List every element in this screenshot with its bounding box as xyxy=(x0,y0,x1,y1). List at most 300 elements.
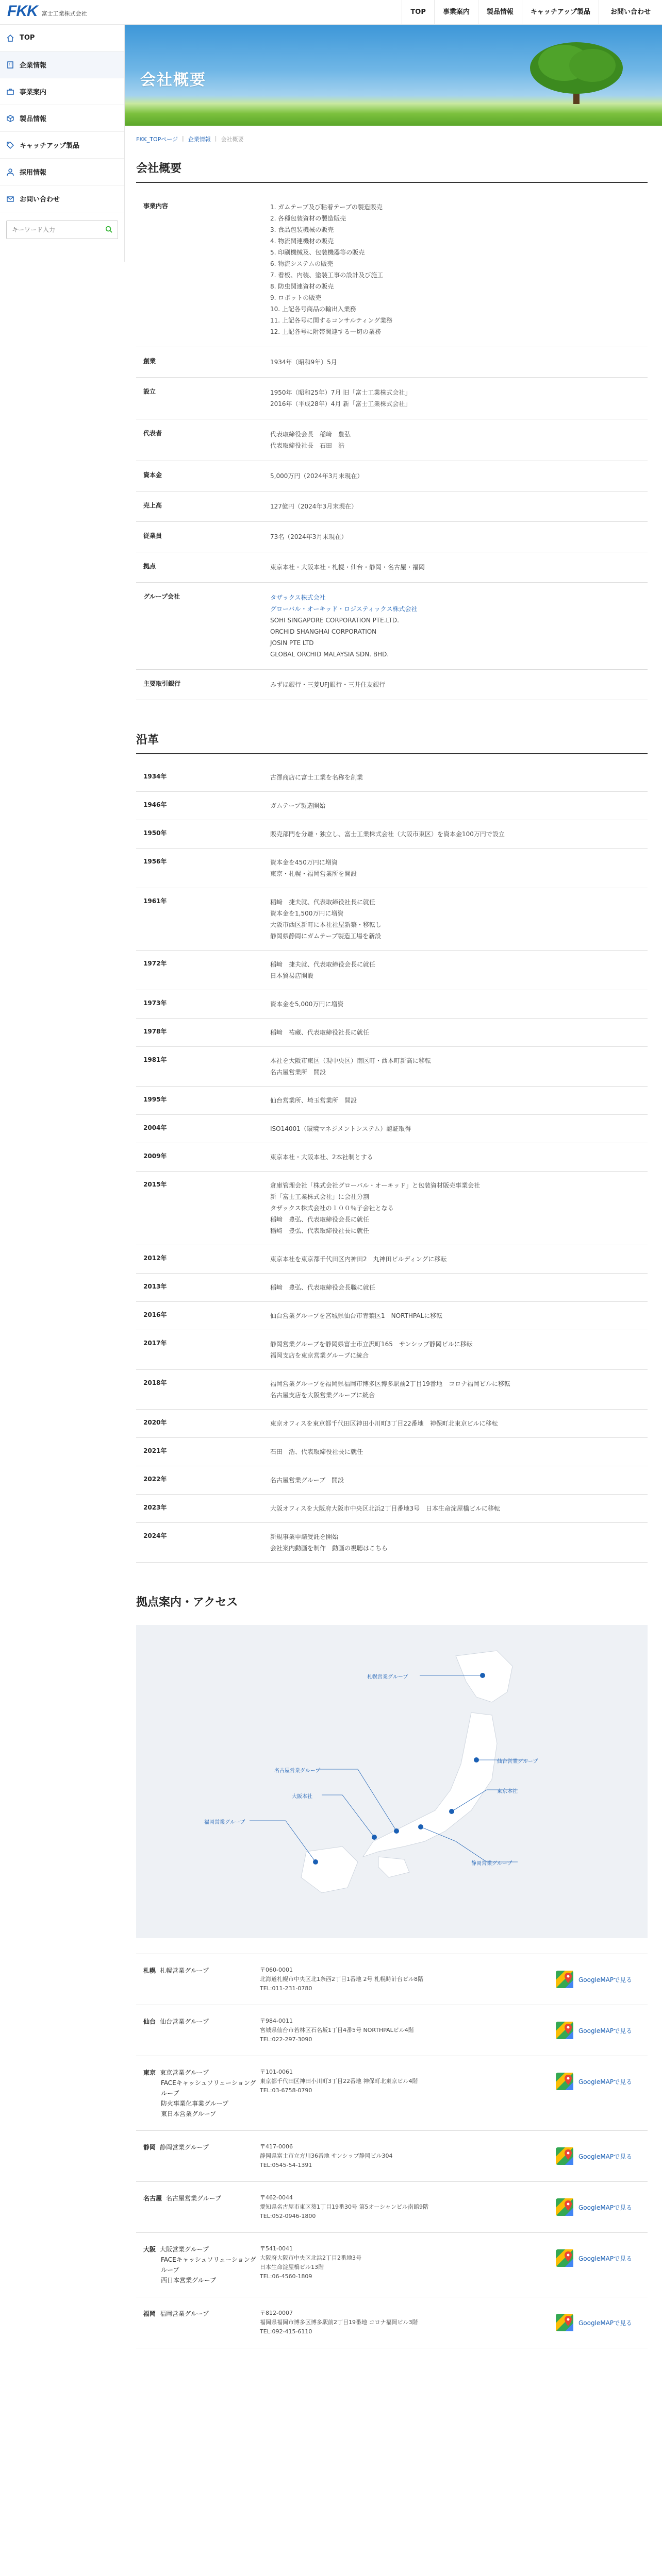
tree-illustration xyxy=(523,37,631,109)
site-logo[interactable] xyxy=(7,4,87,19)
history-line: ISO14001（環境マネジメントシステム）認証取得 xyxy=(270,1125,411,1132)
office-row xyxy=(136,1954,648,2005)
office-address-line: 宮城県仙台市若林区石名坂1丁目4番5号 NORTHPALビル4階 xyxy=(260,2027,414,2033)
history-year: 2009年 xyxy=(143,1153,167,1160)
history-year: 2023年 xyxy=(143,1504,167,1511)
history-row xyxy=(136,1410,648,1438)
hero-banner xyxy=(125,25,662,126)
breadcrumb-company[interactable]: 企業情報 xyxy=(188,136,211,143)
overview-line: 6. 物流システムの販売 xyxy=(270,260,334,267)
history-line: 仙台営業グループを宮城県仙台市青葉区1 NORTHPALに移転 xyxy=(270,1312,443,1319)
gnav-business[interactable]: 事業案内 xyxy=(434,0,478,25)
briefcase-icon xyxy=(6,88,14,96)
history-row xyxy=(136,792,648,820)
overview-line: 7. 看板、内装、塗装工事の設計及び施工 xyxy=(270,272,384,279)
google-map-icon xyxy=(555,2197,574,2217)
history-row xyxy=(136,820,648,849)
office-name xyxy=(136,2067,260,2119)
history-line: 販売部門を分離・独立し、富士工業株式会社（大阪市東区）を資本金100万円で設立 xyxy=(270,831,505,838)
history-text xyxy=(270,1475,648,1486)
sidebar-item-business[interactable] xyxy=(0,78,124,105)
map-label-sendai[interactable]: 仙台営業グループ xyxy=(497,1759,538,1765)
history-row xyxy=(136,1370,648,1410)
history-text xyxy=(270,1503,648,1514)
overview-line: SOHI SINGAPORE CORPORATION PTE.LTD. xyxy=(270,617,399,624)
history-row xyxy=(136,951,648,990)
history-text xyxy=(270,1446,648,1458)
office-address-line: 〒462-0044 xyxy=(260,2194,293,2201)
office-address-line: TEL:011-231-0780 xyxy=(260,1985,312,1992)
office-subgroup: FACEキャッシュソリューショングループ xyxy=(161,2256,256,2274)
office-address-line: 〒541-0041 xyxy=(260,2245,293,2252)
map-label-nagoya[interactable]: 名古屋営業グループ xyxy=(274,1768,321,1774)
overview-line: 2. 各種包装資材の製造販売 xyxy=(270,215,346,222)
history-line: 資本金を1,500万円に増資 xyxy=(270,910,344,917)
history-year: 1934年 xyxy=(143,773,167,780)
office-address xyxy=(260,2142,555,2170)
overview-value xyxy=(270,501,648,512)
overview-row xyxy=(136,419,648,461)
office-address-line: TEL:052-0946-1800 xyxy=(260,2213,316,2219)
history-year: 2016年 xyxy=(143,1311,167,1318)
history-year: 1981年 xyxy=(143,1056,167,1063)
overview-line: 5,000万円（2024年3月末現在） xyxy=(270,472,363,480)
overview-line: 8. 防虫関連資材の販売 xyxy=(270,283,334,290)
history-table xyxy=(136,764,648,1563)
office-address-line: 〒060-0001 xyxy=(260,1967,293,1973)
overview-line: JOSIN PTE LTD xyxy=(270,639,314,647)
office-city: 東京 xyxy=(143,2069,156,2076)
overview-table xyxy=(136,192,648,700)
office-address-line: 〒984-0011 xyxy=(260,2018,293,2024)
sidebar-item-catchup[interactable] xyxy=(0,132,124,159)
breadcrumb xyxy=(136,135,243,143)
overview-row xyxy=(136,378,648,419)
history-text xyxy=(270,1253,648,1265)
overview-value xyxy=(270,470,648,482)
office-row xyxy=(136,2130,648,2181)
office-name xyxy=(136,2309,260,2319)
overview-label: 代表者 xyxy=(143,430,162,437)
history-year: 2013年 xyxy=(143,1283,167,1290)
history-row xyxy=(136,1274,648,1302)
overview-row xyxy=(136,192,648,347)
office-address-line: TEL:0545-54-1391 xyxy=(260,2162,312,2168)
history-line: 大阪オフィスを大阪府大阪市中央区北浜2丁目番地3号 日本生命淀屋橋ビルに移転 xyxy=(270,1505,500,1512)
history-text xyxy=(270,998,648,1010)
sidebar-item-label: 採用情報 xyxy=(20,169,47,177)
history-row xyxy=(136,888,648,951)
office-city: 仙台 xyxy=(143,2018,156,2025)
history-text xyxy=(270,896,648,942)
google-map-icon xyxy=(555,2313,574,2332)
google-map-label: GoogleMAPで見る xyxy=(578,2078,633,2086)
office-group: 静岡営業グループ xyxy=(160,2144,209,2151)
overview-value xyxy=(270,429,648,451)
history-text xyxy=(270,1418,648,1429)
history-row xyxy=(136,1143,648,1172)
history-text xyxy=(270,1027,648,1038)
history-text xyxy=(270,1378,648,1401)
gnav-products[interactable]: 製品情報 xyxy=(478,0,522,25)
group-company-link[interactable]: タザックス株式会社 xyxy=(270,594,326,601)
google-map-label: GoogleMAPで見る xyxy=(578,1976,633,1984)
main-content xyxy=(136,149,648,2348)
history-line: 静岡県静岡にガムテープ製造工場を新設 xyxy=(270,933,382,940)
history-line: 大阪市西区新町に本社社屋新築・移転し xyxy=(270,921,382,928)
top-bar xyxy=(0,0,662,25)
history-text xyxy=(270,1338,648,1361)
overview-line: 東京本社・大阪本社・札幌・仙台・静岡・名古屋・福岡 xyxy=(270,564,425,571)
history-line: 資本金を450万円に増資 xyxy=(270,859,338,866)
google-map-link[interactable] xyxy=(555,2016,648,2040)
overview-line: 12. 上記各号に附帯関連する一切の業務 xyxy=(270,328,381,335)
office-name xyxy=(136,2193,260,2204)
history-line: ガムテープ製造開始 xyxy=(270,802,326,809)
history-row xyxy=(136,849,648,888)
office-address-line: 静岡県富士市立方川36番地 サンシップ静岡ビル304 xyxy=(260,2153,393,2159)
history-year: 2021年 xyxy=(143,1447,167,1454)
history-row xyxy=(136,1438,648,1466)
history-line: 東京・札幌・福岡営業所を開設 xyxy=(270,870,357,877)
history-text xyxy=(270,1310,648,1321)
breadcrumb-current: 会社概要 xyxy=(221,136,244,143)
history-title: 沿革 xyxy=(136,731,648,754)
sidebar-item-label: お問い合わせ xyxy=(20,196,60,204)
google-map-link[interactable] xyxy=(555,2244,648,2268)
person-icon xyxy=(6,168,14,176)
office-row xyxy=(136,2181,648,2232)
overview-label: 設立 xyxy=(143,388,156,395)
global-nav xyxy=(402,0,662,25)
history-line: タザックス株式会社の１００％子会社となる xyxy=(270,1205,394,1212)
office-group: 福岡営業グループ xyxy=(160,2310,209,2317)
history-year: 1956年 xyxy=(143,858,167,865)
history-row xyxy=(136,1302,648,1330)
home-icon xyxy=(6,34,14,42)
history-line: 新「富士工業株式会社」に会社分割 xyxy=(270,1193,370,1200)
history-line: 会社案内動画を制作 動画の視聴はこちら xyxy=(270,1545,388,1552)
history-year: 2017年 xyxy=(143,1340,167,1347)
history-year: 2004年 xyxy=(143,1124,167,1131)
sidebar xyxy=(0,25,125,262)
history-text xyxy=(270,1123,648,1134)
building-icon xyxy=(6,61,14,69)
overview-value xyxy=(270,592,648,660)
history-text xyxy=(270,772,648,783)
history-line: 名古屋支店を大阪営業グループに統合 xyxy=(270,1392,375,1399)
overview-title: 会社概要 xyxy=(136,160,648,183)
overview-line: 9. ロボットの販売 xyxy=(270,294,322,301)
office-address xyxy=(260,2309,555,2336)
history-text xyxy=(270,857,648,879)
history-row xyxy=(136,1523,648,1563)
google-map-link[interactable] xyxy=(555,2067,648,2091)
office-city: 大阪 xyxy=(143,2246,156,2253)
history-row xyxy=(136,1019,648,1047)
overview-line: 1934年（昭和9年）5月 xyxy=(270,359,337,366)
overview-label: 従業員 xyxy=(143,532,162,539)
office-address xyxy=(260,2016,555,2044)
history-line: 福岡支店を東京営業グループに統合 xyxy=(270,1352,369,1359)
breadcrumb-separator: | xyxy=(182,135,184,142)
sidebar-item-company[interactable] xyxy=(0,52,124,78)
overview-line: みずほ銀行・三菱UFJ銀行・三井住友銀行 xyxy=(270,681,386,688)
office-list xyxy=(136,1954,648,2348)
office-name xyxy=(136,2142,260,2153)
overview-line: 11. 上記各号に関するコンサルティング業務 xyxy=(270,317,393,324)
office-subgroup: 西日本営業グループ xyxy=(161,2277,217,2284)
office-group: 大阪営業グループ xyxy=(160,2246,209,2253)
history-year: 1972年 xyxy=(143,960,167,967)
overview-line: 1950年（昭和25年）7月 旧「富士工業株式会社」 xyxy=(270,389,411,396)
history-text xyxy=(270,1180,648,1236)
history-line: 静岡営業グループを静岡県富士市立沢町165 サンシップ静岡ビルに移転 xyxy=(270,1341,473,1348)
office-address-line: TEL:06-4560-1809 xyxy=(260,2273,312,2280)
office-address-line: 〒101-0061 xyxy=(260,2069,293,2075)
history-text xyxy=(270,959,648,981)
overview-label: グループ会社 xyxy=(143,593,180,600)
history-line: 稲﨑 豊弘、代表取締役会長に就任 xyxy=(270,1216,370,1223)
history-text xyxy=(270,1531,648,1554)
history-line: 稲﨑 捷夫就、代表取締役会長に就任 xyxy=(270,961,376,968)
overview-line: ORCHID SHANGHAI CORPORATION xyxy=(270,628,377,635)
google-map-link[interactable] xyxy=(555,2193,648,2217)
history-text xyxy=(270,1282,648,1293)
google-map-label: GoogleMAPで見る xyxy=(578,2153,633,2160)
google-map-label: GoogleMAPで見る xyxy=(578,2255,633,2262)
search-input[interactable] xyxy=(12,226,100,233)
google-map-icon xyxy=(555,1970,574,1989)
office-address-line: TEL:022-297-3090 xyxy=(260,2036,312,2043)
overview-label: 資本金 xyxy=(143,471,162,479)
history-row xyxy=(136,1466,648,1495)
office-address-line: 〒812-0007 xyxy=(260,2310,293,2316)
history-row xyxy=(136,1245,648,1274)
sidebar-item-label: 事業案内 xyxy=(20,89,47,96)
history-line: 名古屋営業所 開設 xyxy=(270,1069,326,1076)
history-line: 仙台営業所、埼玉営業所 開設 xyxy=(270,1097,357,1104)
office-row xyxy=(136,2232,648,2297)
overview-line: 2016年（平成28年）4月 新「富士工業株式会社」 xyxy=(270,400,411,408)
sidebar-item-label: TOP xyxy=(20,34,35,42)
history-row xyxy=(136,1087,648,1115)
history-text xyxy=(270,828,648,840)
history-line: 日本貿易店開設 xyxy=(270,972,314,979)
google-map-label: GoogleMAPで見る xyxy=(578,2204,633,2211)
google-map-link[interactable] xyxy=(555,2309,648,2332)
overview-label: 拠点 xyxy=(143,563,156,570)
history-year: 1973年 xyxy=(143,999,167,1007)
map-label-shizuoka[interactable]: 静岡営業グループ xyxy=(471,1861,512,1867)
office-name xyxy=(136,2244,260,2285)
office-group: 名古屋営業グループ xyxy=(166,2195,222,2202)
overview-value xyxy=(270,201,648,337)
overview-line: 4. 物流関連機材の販売 xyxy=(270,238,334,245)
history-row xyxy=(136,1115,648,1143)
history-line: 東京オフィスを東京都千代田区神田小川町3丁目22番地 神保町北東京ビルに移転 xyxy=(270,1420,498,1427)
office-subgroup: 東日本営業グループ xyxy=(161,2110,217,2117)
map-label-tokyo[interactable]: 東京本社 xyxy=(497,1789,518,1794)
google-map-icon xyxy=(555,2146,574,2166)
sidebar-item-top[interactable] xyxy=(0,25,124,52)
history-row xyxy=(136,764,648,792)
history-line: 福岡営業グループを福岡県福岡市博多区博多駅前2丁目19番地 コロナ福岡ビルに移転 xyxy=(270,1380,510,1387)
office-city: 静岡 xyxy=(143,2144,156,2151)
history-year: 1946年 xyxy=(143,801,167,808)
google-map-icon xyxy=(555,2072,574,2091)
overview-line: 5. 印刷機械及、包装機器等の販売 xyxy=(270,249,365,256)
office-address-line: 東京都千代田区神田小川町3丁目22番地 神保町北東京ビル4階 xyxy=(260,2078,418,2084)
gnav-catchup[interactable]: キャッチアップ製品 xyxy=(522,0,599,25)
office-address-line: 〒417-0006 xyxy=(260,2143,293,2150)
google-map-icon xyxy=(555,2248,574,2268)
sidebar-item-contact[interactable] xyxy=(0,185,124,212)
office-address-line: 日本生命淀屋橋ビル13階 xyxy=(260,2264,324,2270)
history-line: 新規事業申請受託を開始 xyxy=(270,1533,339,1540)
office-address xyxy=(260,2244,555,2281)
history-row xyxy=(136,1047,648,1087)
google-map-icon xyxy=(555,2021,574,2040)
history-year: 1995年 xyxy=(143,1096,167,1103)
search-icon[interactable] xyxy=(105,226,112,234)
office-group: 札幌営業グループ xyxy=(160,1967,209,1974)
office-address-line: TEL:092-415-6110 xyxy=(260,2328,312,2335)
history-line: 稲﨑 捷夫就、代表取締役社長に就任 xyxy=(270,899,376,906)
history-text xyxy=(270,800,648,811)
history-year: 2012年 xyxy=(143,1255,167,1262)
google-map-label: GoogleMAPで見る xyxy=(578,2027,633,2035)
office-subgroup: FACEキャッシュソリューショングループ xyxy=(161,2079,256,2097)
history-line: 稲﨑 豊弘、代表取締役会長職に就任 xyxy=(270,1284,376,1291)
overview-line: GLOBAL ORCHID MALAYSIA SDN. BHD. xyxy=(270,651,389,658)
overview-value xyxy=(270,357,648,368)
office-city: 札幌 xyxy=(143,1967,156,1974)
overview-label: 事業内容 xyxy=(143,202,169,210)
mail-icon xyxy=(6,195,14,203)
access-title: 拠点案内・アクセス xyxy=(136,1596,238,1609)
group-company-link[interactable]: グローバル・オーキッド・ロジスティックス株式会社 xyxy=(270,605,418,613)
box-icon xyxy=(6,114,14,123)
office-row xyxy=(136,2005,648,2056)
overview-label: 創業 xyxy=(143,358,156,365)
sidebar-item-label: 製品情報 xyxy=(20,115,47,123)
office-row xyxy=(136,2056,648,2130)
japan-map xyxy=(136,1625,648,1938)
breadcrumb-separator: | xyxy=(214,135,217,142)
history-text xyxy=(270,1055,648,1078)
overview-line: 代表取締役会長 稲﨑 豊弘 xyxy=(270,431,351,438)
history-year: 2020年 xyxy=(143,1419,167,1426)
office-city: 福岡 xyxy=(143,2310,156,2317)
google-map-label: GoogleMAPで見る xyxy=(578,2319,633,2327)
overview-line: 3. 食品包装機械の販売 xyxy=(270,226,334,233)
map-label-sapporo[interactable]: 札幌営業グループ xyxy=(367,1674,408,1680)
history-year: 2015年 xyxy=(143,1181,167,1188)
overview-label: 売上高 xyxy=(143,502,162,509)
overview-line: 73名（2024年3月末現在） xyxy=(270,533,347,540)
sidebar-item-products[interactable] xyxy=(0,105,124,132)
office-city: 名古屋 xyxy=(143,2195,162,2202)
overview-value xyxy=(270,562,648,573)
office-subgroup: 防火事業化事業グループ xyxy=(161,2100,229,2107)
overview-line: 127億円（2024年3月末現在） xyxy=(270,503,358,510)
gnav-top[interactable]: TOP xyxy=(402,0,434,25)
history-year: 2018年 xyxy=(143,1379,167,1386)
history-year: 1950年 xyxy=(143,829,167,837)
office-address xyxy=(260,2193,555,2221)
history-row xyxy=(136,1172,648,1245)
history-line: 名古屋営業グループ 開設 xyxy=(270,1477,344,1484)
history-line: 倉庫管理会社「株式会社グローバル・オーキッド」と包装資材販売事業会社 xyxy=(270,1182,481,1189)
office-address xyxy=(260,1965,555,1993)
office-address-line: TEL:03-6758-0790 xyxy=(260,2087,312,2094)
overview-value xyxy=(270,387,648,410)
history-row xyxy=(136,1330,648,1370)
logo-company-name: 富士工業株式会社 xyxy=(41,10,87,17)
sidebar-item-recruit[interactable] xyxy=(0,159,124,185)
history-line: 資本金を5,000万円に増資 xyxy=(270,1001,344,1008)
overview-row xyxy=(136,347,648,378)
history-line: 古澤商店に富士工業を名称を創業 xyxy=(270,774,363,781)
map-label-fukuoka[interactable]: 福岡営業グループ xyxy=(204,1820,245,1825)
overview-row xyxy=(136,522,648,552)
history-line: 稲﨑 祐藏、代表取締役社長に就任 xyxy=(270,1029,370,1036)
history-line: 東京本社を東京都千代田区内神田2 丸神田ビルディングに移転 xyxy=(270,1256,447,1263)
office-address xyxy=(260,2067,555,2095)
overview-line: 10. 上記各号商品の輸出入業務 xyxy=(270,306,356,313)
map-label-osaka[interactable]: 大阪本社 xyxy=(292,1794,312,1800)
gnav-contact[interactable]: お問い合わせ xyxy=(599,0,662,25)
history-text xyxy=(270,1151,648,1163)
overview-row xyxy=(136,461,648,492)
office-group: 仙台営業グループ xyxy=(160,2018,209,2025)
overview-row xyxy=(136,583,648,670)
google-map-link[interactable] xyxy=(555,1965,648,1989)
overview-value xyxy=(270,679,648,690)
office-name xyxy=(136,2016,260,2027)
overview-row xyxy=(136,552,648,583)
history-year: 1978年 xyxy=(143,1028,167,1035)
overview-value xyxy=(270,531,648,543)
tag-icon xyxy=(6,141,14,149)
office-address-line: 福岡県福岡市博多区博多駅前2丁目19番地 コロナ福岡ビル3階 xyxy=(260,2319,418,2326)
breadcrumb-home[interactable]: FKK_TOPページ xyxy=(136,136,178,143)
office-group: 東京営業グループ xyxy=(160,2069,209,2076)
office-name xyxy=(136,1965,260,1976)
search-box xyxy=(6,221,118,239)
history-text xyxy=(270,1095,648,1106)
history-line: 東京本社・大阪本社、2本社制とする xyxy=(270,1154,373,1161)
history-line: 石田 浩、代表取締役社長に就任 xyxy=(270,1448,363,1455)
sidebar-item-label: 企業情報 xyxy=(20,62,47,70)
overview-line: 1. ガムテープ及び粘着テープの製造販売 xyxy=(270,204,383,211)
office-address-line: 大阪府大阪市中央区北浜2丁目2番地3号 xyxy=(260,2255,361,2261)
office-row xyxy=(136,2297,648,2348)
sidebar-item-label: キャッチアップ製品 xyxy=(20,142,80,150)
overview-row xyxy=(136,492,648,522)
page-title: 会社概要 xyxy=(140,71,206,89)
overview-line: 代表取締役社長 石田 浩 xyxy=(270,442,345,449)
google-map-link[interactable] xyxy=(555,2142,648,2166)
overview-label: 主要取引銀行 xyxy=(143,680,181,687)
office-address-line: 愛知県名古屋市東区葵1丁目19番30号 第5オーシャンビル南館9階 xyxy=(260,2204,429,2210)
office-address-line: 北海道札幌市中央区北1条西2丁目1番地 2号 札幌時計台ビル8階 xyxy=(260,1976,423,1982)
history-row xyxy=(136,1495,648,1523)
overview-row xyxy=(136,670,648,700)
logo-mark: FKK xyxy=(7,3,38,20)
history-year: 2022年 xyxy=(143,1476,167,1483)
